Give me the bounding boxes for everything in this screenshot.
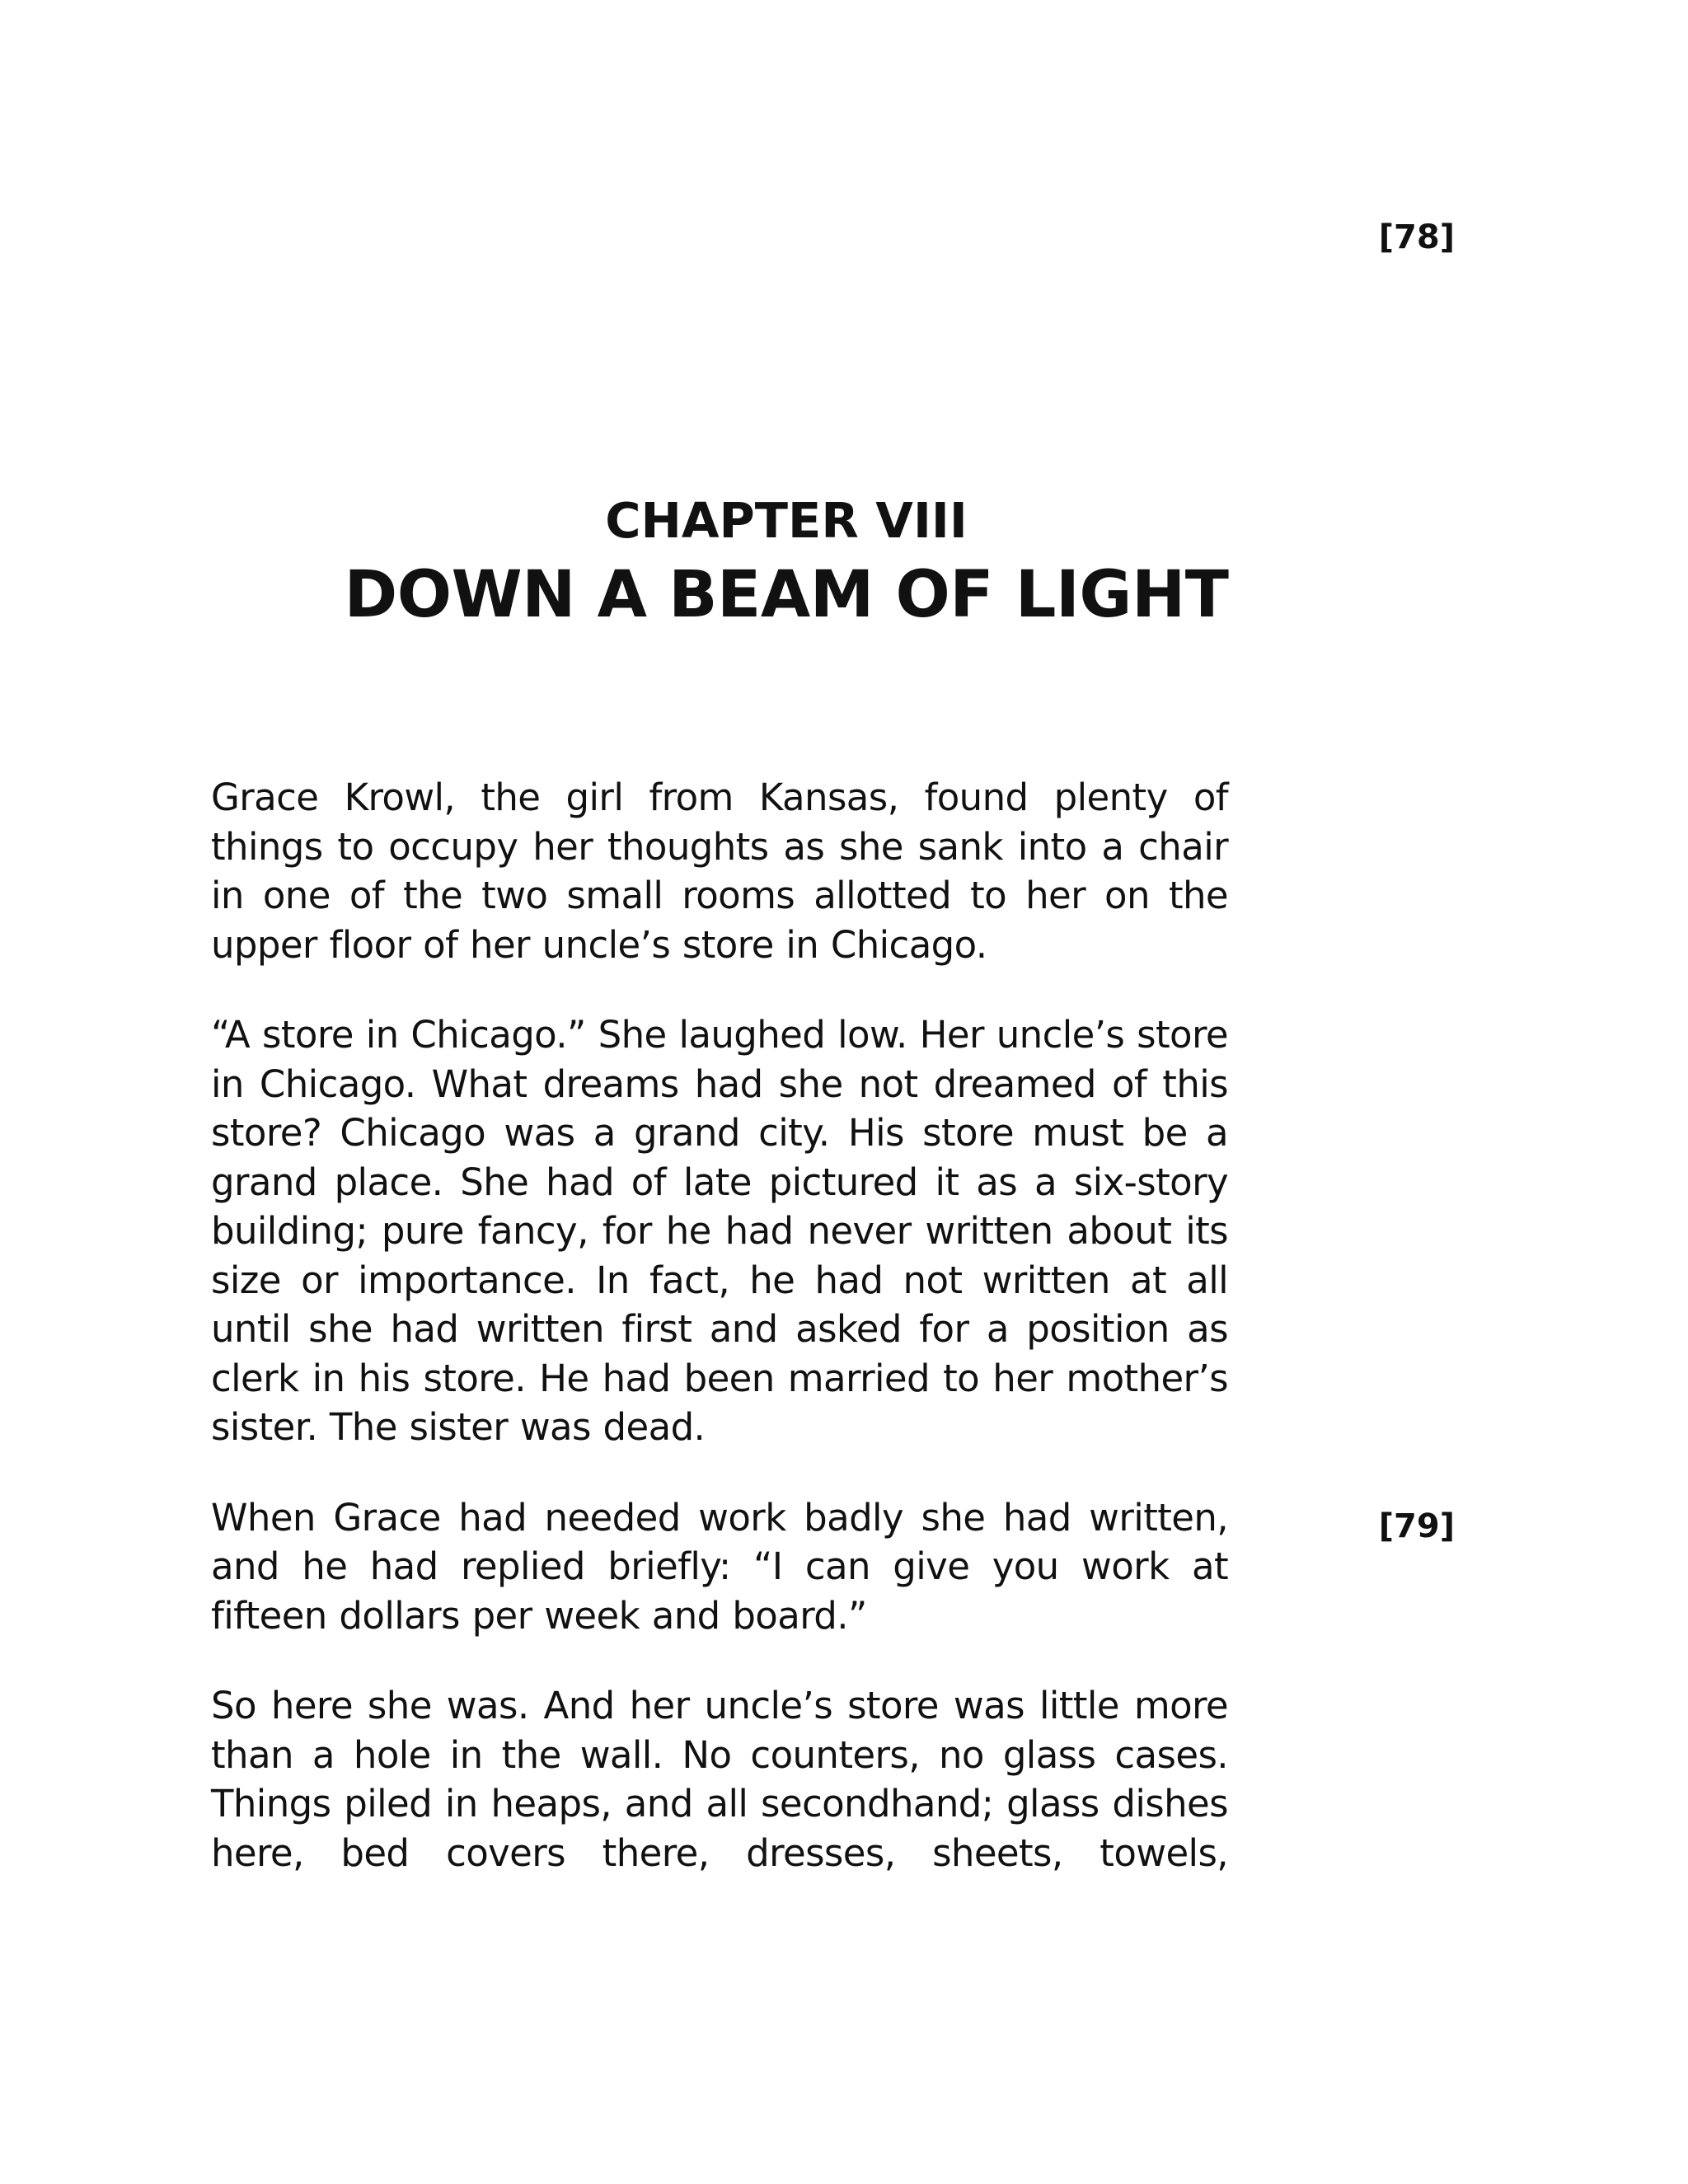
chapter-title: DOWN A BEAM OF LIGHT <box>344 558 1229 632</box>
chapter-heading <box>0 488 1688 636</box>
chapter-label: CHAPTER VIII <box>605 492 968 549</box>
paragraph-4: So here she was. And her uncle’s store was little more than a hole in the wall. No counters, no glass cases. Things piled in heaps, and all secondhand; glass dishes here, bed covers there, dresses, sheets, towels, <box>211 1684 1228 1875</box>
page-number-79: [79] <box>1378 1507 1455 1545</box>
page-number-78: [78] <box>1378 218 1455 256</box>
paragraph-2: “A store in Chicago.” She laughed low. Her uncle’s store in Chicago. What dreams had she not dreamed of this store? Chicago was a grand city. His store must be a grand place. She had of late pictured it as a six-story building; pure fancy, for he had never written about its size or importance. In fact, he had not written at all until she had written first and asked for a position as clerk in his store. He had been married to her mother’s sister. The sister was dead. <box>211 1013 1228 1449</box>
body-text <box>211 773 1228 1877</box>
paragraph-1: Grace Krowl, the girl from Kansas, found plenty of things to occupy her thoughts as she sank into a chair in one of the two small rooms allotted to her on the upper floor of her uncle’s store in Chicago. <box>211 776 1228 967</box>
paragraph-3: When Grace had needed work badly she had written, and he had replied briefly: “I can give you work at fifteen dollars per week and board.” <box>211 1495 1228 1638</box>
